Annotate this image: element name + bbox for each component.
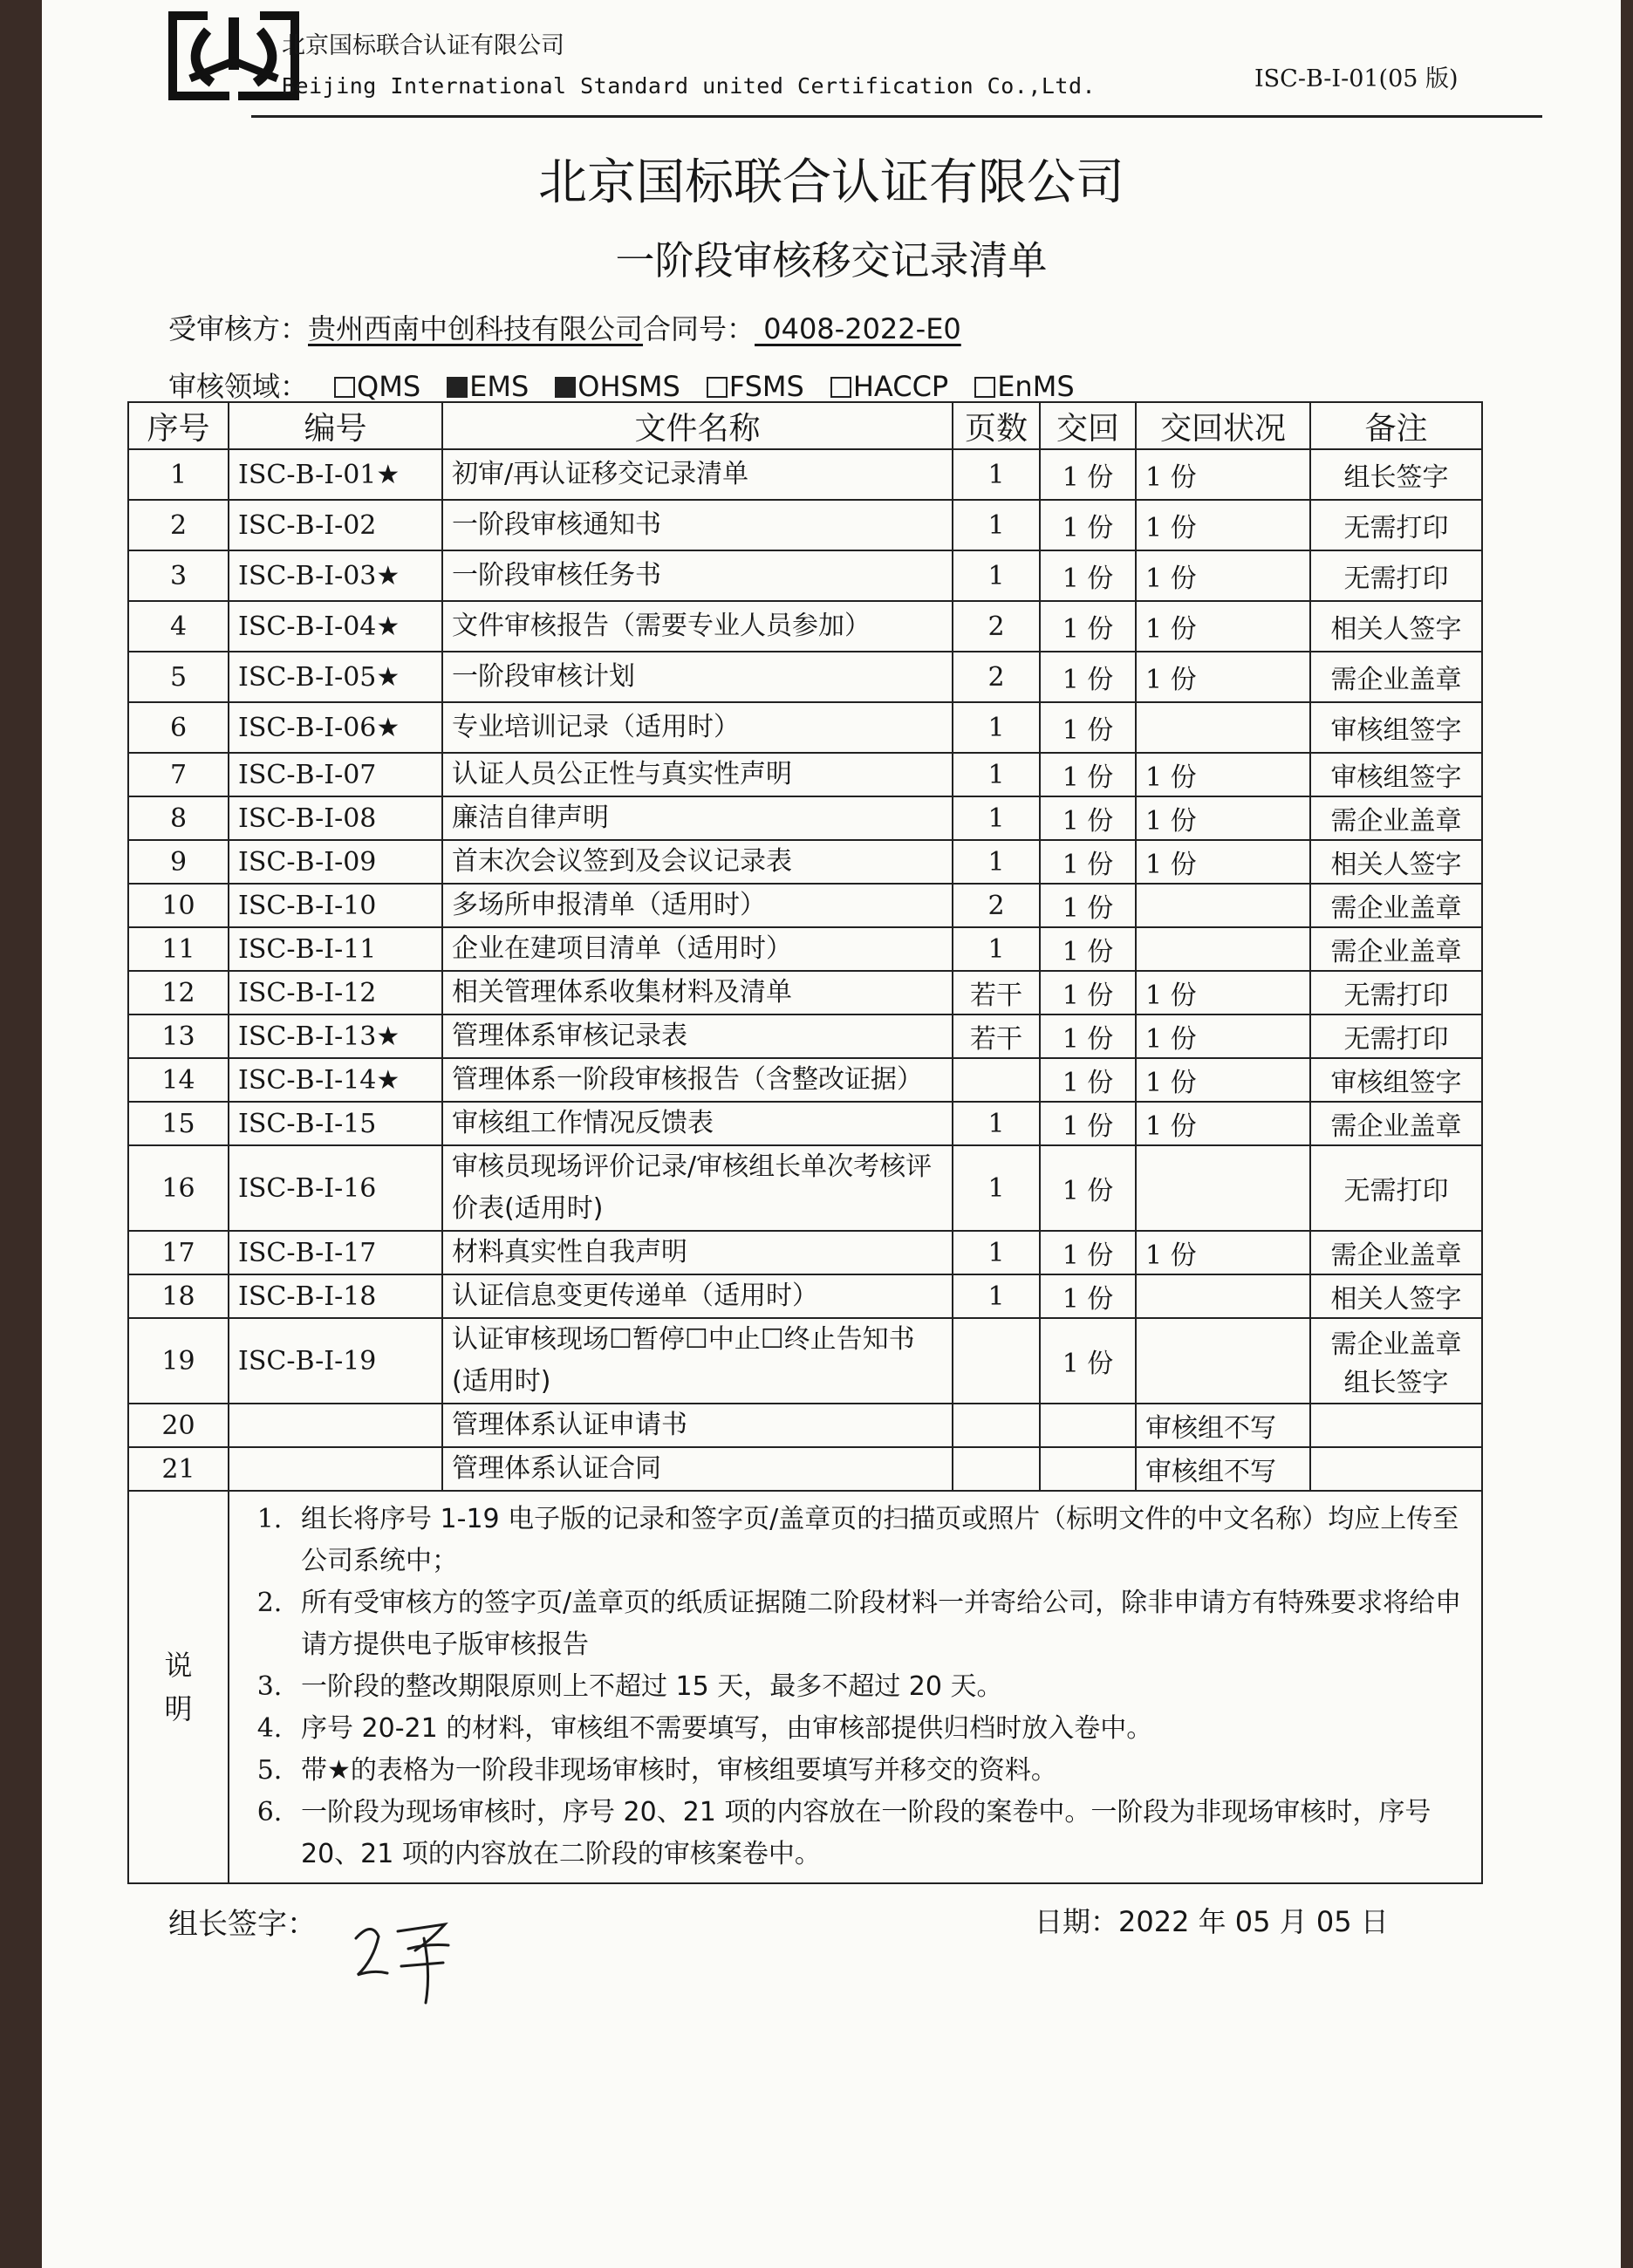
table-row xyxy=(128,796,1482,840)
row-no-cell: 1 xyxy=(128,449,229,500)
audit-domain-haccp xyxy=(830,370,948,403)
row-code-cell: ISC-B-I-15 xyxy=(229,1102,442,1145)
row-returned-cell: 1 份 xyxy=(1040,1058,1136,1102)
document-subtitle: 一阶段审核移交记录清单 xyxy=(615,237,1048,284)
row-file-name-cell: 审核组工作情况反馈表 xyxy=(442,1102,953,1145)
audit-domain-list xyxy=(308,370,1075,403)
row-status-cell: 1 份 xyxy=(1136,500,1310,550)
row-pages-cell: 1 xyxy=(953,1274,1040,1318)
row-remark-cell: 无需打印 xyxy=(1310,500,1482,550)
audit-domain-label: HACCP xyxy=(852,370,949,403)
row-returned-cell: 1 份 xyxy=(1040,702,1136,753)
row-remark-cell: 无需打印 xyxy=(1310,971,1482,1014)
row-status-cell xyxy=(1136,927,1310,971)
row-file-name-cell: 一阶段审核任务书 xyxy=(442,550,953,601)
row-code-cell: ISC-B-I-18 xyxy=(229,1274,442,1318)
row-status-cell: 审核组不写 xyxy=(1136,1404,1310,1447)
row-status-cell: 1 份 xyxy=(1136,1102,1310,1145)
auditee-label: 受审核方： xyxy=(168,312,309,345)
row-file-name-cell: 一阶段审核通知书 xyxy=(442,500,953,550)
row-no-cell: 18 xyxy=(128,1274,229,1318)
notes-label xyxy=(128,1491,229,1883)
note-number: 3. xyxy=(256,1671,283,1702)
row-returned-cell: 1 份 xyxy=(1040,601,1136,652)
table-row xyxy=(128,449,1482,500)
row-code-cell: ISC-B-I-07 xyxy=(229,753,442,796)
table-row xyxy=(128,753,1482,796)
row-no-cell: 4 xyxy=(128,601,229,652)
row-code-cell: ISC-B-I-09 xyxy=(229,840,442,884)
row-returned-cell: 1 份 xyxy=(1040,652,1136,702)
note-number: 1. xyxy=(256,1504,283,1534)
row-status-cell: 1 份 xyxy=(1136,1058,1310,1102)
notes-cell xyxy=(229,1491,1482,1883)
audit-domain-ems xyxy=(447,370,529,403)
row-returned-cell: 1 份 xyxy=(1040,1014,1136,1058)
row-remark-cell: 需企业盖章 xyxy=(1310,927,1482,971)
table-row xyxy=(128,1274,1482,1318)
transfer-record-table xyxy=(127,401,1483,1884)
audit-domains-line xyxy=(168,365,1075,405)
note-text: 所有受审核方的签字页/盖章页的纸质证据随二阶段材料一并寄给公司，除非申请方有特殊要求将给申请方提供电子版审核报告 xyxy=(301,1588,1462,1660)
row-remark-cell: 需企业盖章 xyxy=(1310,652,1482,702)
row-code-cell: ISC-B-I-04★ xyxy=(229,601,442,652)
row-file-name-cell: 管理体系认证合同 xyxy=(442,1447,953,1491)
row-pages-cell: 1 xyxy=(953,1145,1040,1231)
row-code-cell: ISC-B-I-02 xyxy=(229,500,442,550)
table-row xyxy=(128,550,1482,601)
row-no-cell: 21 xyxy=(128,1447,229,1491)
note-number: 4. xyxy=(256,1713,283,1744)
note-text: 组长将序号 1-19 电子版的记录和签字页/盖章页的扫描页或照片（标明文件的中文名称）均应上传至公司系统中； xyxy=(301,1504,1459,1576)
row-no-cell: 13 xyxy=(128,1014,229,1058)
note-number: 6. xyxy=(256,1797,283,1827)
row-remark-cell: 需企业盖章 xyxy=(1310,1231,1482,1274)
table-row xyxy=(128,1231,1482,1274)
row-status-cell: 1 份 xyxy=(1136,971,1310,1014)
row-file-name-cell: 文件审核报告（需要专业人员参加） xyxy=(442,601,953,652)
audit-domain-label: EnMS xyxy=(997,370,1075,403)
checkbox-icon xyxy=(830,377,851,398)
note-text: 带★的表格为一阶段非现场审核时，审核组要填写并移交的资料。 xyxy=(301,1755,1057,1786)
table-row xyxy=(128,971,1482,1014)
audit-domain-label: OHSMS xyxy=(577,370,680,403)
row-no-cell: 17 xyxy=(128,1231,229,1274)
audit-domain-label: FSMS xyxy=(728,370,804,403)
notes-list xyxy=(238,1492,1472,1882)
table-row xyxy=(128,1318,1482,1404)
row-remark-cell: 需企业盖章 xyxy=(1310,884,1482,927)
company-name-en: Beijing International Standard united Certification Co.,Ltd. xyxy=(282,73,1097,99)
row-status-cell: 审核组不写 xyxy=(1136,1447,1310,1491)
header-code: 编号 xyxy=(229,402,442,449)
row-file-name-cell: 认证信息变更传递单（适用时） xyxy=(442,1274,953,1318)
row-pages-cell: 1 xyxy=(953,1231,1040,1274)
checkbox-icon xyxy=(555,377,576,398)
row-code-cell: ISC-B-I-14★ xyxy=(229,1058,442,1102)
row-status-cell: 1 份 xyxy=(1136,1014,1310,1058)
row-status-cell: 1 份 xyxy=(1136,1231,1310,1274)
row-pages-cell: 1 xyxy=(953,753,1040,796)
table-row xyxy=(128,1404,1482,1447)
row-code-cell: ISC-B-I-10 xyxy=(229,884,442,927)
table-row xyxy=(128,500,1482,550)
notes-label-text: 说明 xyxy=(164,1649,193,1725)
row-pages-cell: 1 xyxy=(953,500,1040,550)
contract-value: 0408-2022-E0 xyxy=(755,312,961,345)
row-returned-cell: 1 份 xyxy=(1040,1145,1136,1231)
row-pages-cell: 1 xyxy=(953,840,1040,884)
row-pages-cell xyxy=(953,1447,1040,1491)
table-row xyxy=(128,702,1482,753)
row-no-cell: 19 xyxy=(128,1318,229,1404)
row-pages-cell: 1 xyxy=(953,449,1040,500)
header-return-status: 交回状况 xyxy=(1136,402,1310,449)
row-remark-cell: 无需打印 xyxy=(1310,550,1482,601)
handwritten-signature xyxy=(347,1912,469,2008)
audit-domain-qms xyxy=(334,370,420,403)
row-returned-cell xyxy=(1040,1447,1136,1491)
row-file-name-cell: 审核员现场评价记录/审核组长单次考核评价表(适用时) xyxy=(442,1145,953,1231)
audit-domain-fsms xyxy=(707,370,804,403)
row-returned-cell xyxy=(1040,1404,1136,1447)
row-code-cell: ISC-B-I-12 xyxy=(229,971,442,1014)
audit-domain-label: EMS xyxy=(469,370,530,403)
audit-domain-enms xyxy=(974,370,1074,403)
table-header-row xyxy=(128,402,1482,449)
row-code-cell: ISC-B-I-01★ xyxy=(229,449,442,500)
auditee-line xyxy=(168,307,961,347)
row-returned-cell: 1 份 xyxy=(1040,1318,1136,1404)
header-pages: 页数 xyxy=(953,402,1040,449)
row-remark-cell: 相关人签字 xyxy=(1310,1274,1482,1318)
table-row xyxy=(128,927,1482,971)
note-item xyxy=(238,1708,1464,1750)
row-no-cell: 15 xyxy=(128,1102,229,1145)
row-file-name-cell: 管理体系一阶段审核报告（含整改证据） xyxy=(442,1058,953,1102)
header-file-name: 文件名称 xyxy=(442,402,953,449)
row-returned-cell: 1 份 xyxy=(1040,796,1136,840)
note-text: 序号 20-21 的材料，审核组不需要填写，由审核部提供归档时放入卷中。 xyxy=(301,1713,1153,1744)
table-row xyxy=(128,840,1482,884)
row-remark-cell xyxy=(1310,1404,1482,1447)
row-remark-cell: 相关人签字 xyxy=(1310,840,1482,884)
row-remark-cell: 审核组签字 xyxy=(1310,753,1482,796)
row-status-cell: 1 份 xyxy=(1136,840,1310,884)
audit-domains-label: 审核领域： xyxy=(168,370,309,403)
row-file-name-cell: 首末次会议签到及会议记录表 xyxy=(442,840,953,884)
auditee-value: 贵州西南中创科技有限公司 xyxy=(308,312,644,345)
table-row xyxy=(128,1447,1482,1491)
note-item xyxy=(238,1792,1464,1875)
row-pages-cell: 1 xyxy=(953,1102,1040,1145)
row-no-cell: 16 xyxy=(128,1145,229,1231)
row-status-cell: 1 份 xyxy=(1136,652,1310,702)
row-pages-cell: 若干 xyxy=(953,1014,1040,1058)
row-no-cell: 8 xyxy=(128,796,229,840)
row-no-cell: 3 xyxy=(128,550,229,601)
row-pages-cell: 1 xyxy=(953,796,1040,840)
row-remark-cell: 需企业盖章 组长签字 xyxy=(1310,1318,1482,1404)
row-file-name-cell: 多场所申报清单（适用时） xyxy=(442,884,953,927)
row-remark-cell: 审核组签字 xyxy=(1310,1058,1482,1102)
row-code-cell xyxy=(229,1447,442,1491)
row-file-name-cell: 认证审核现场☐暂停☐中止☐终止告知书(适用时) xyxy=(442,1318,953,1404)
audit-domain-label: QMS xyxy=(357,370,421,403)
table-row xyxy=(128,884,1482,927)
row-file-name-cell: 一阶段审核计划 xyxy=(442,652,953,702)
row-no-cell: 2 xyxy=(128,500,229,550)
row-no-cell: 5 xyxy=(128,652,229,702)
row-status-cell xyxy=(1136,884,1310,927)
table-row xyxy=(128,1014,1482,1058)
row-no-cell: 9 xyxy=(128,840,229,884)
date-label: 日期： xyxy=(1035,1905,1119,1938)
row-file-name-cell: 企业在建项目清单（适用时） xyxy=(442,927,953,971)
row-returned-cell: 1 份 xyxy=(1040,550,1136,601)
row-status-cell: 1 份 xyxy=(1136,601,1310,652)
checkbox-icon xyxy=(707,377,728,398)
row-no-cell: 6 xyxy=(128,702,229,753)
row-remark-cell: 相关人签字 xyxy=(1310,601,1482,652)
row-pages-cell xyxy=(953,1318,1040,1404)
row-pages-cell xyxy=(953,1404,1040,1447)
row-returned-cell: 1 份 xyxy=(1040,1102,1136,1145)
row-code-cell: ISC-B-I-13★ xyxy=(229,1014,442,1058)
row-code-cell: ISC-B-I-11 xyxy=(229,927,442,971)
row-pages-cell: 2 xyxy=(953,884,1040,927)
row-code-cell xyxy=(229,1404,442,1447)
row-no-cell: 11 xyxy=(128,927,229,971)
leader-signature-label: 组长签字： xyxy=(168,1907,317,1942)
notes-row xyxy=(128,1491,1482,1883)
row-returned-cell: 1 份 xyxy=(1040,1274,1136,1318)
note-number: 2. xyxy=(256,1588,283,1618)
row-returned-cell: 1 份 xyxy=(1040,449,1136,500)
table-row xyxy=(128,601,1482,652)
row-status-cell: 1 份 xyxy=(1136,449,1310,500)
header-divider xyxy=(251,115,1542,118)
row-code-cell: ISC-B-I-17 xyxy=(229,1231,442,1274)
note-text: 一阶段为现场审核时，序号 20、21 项的内容放在一阶段的案卷中。一阶段为非现场审核时，序号 20、21 项的内容放在二阶段的审核案卷中。 xyxy=(301,1797,1431,1869)
table-row xyxy=(128,1145,1482,1231)
row-file-name-cell: 认证人员公正性与真实性声明 xyxy=(442,753,953,796)
row-code-cell: ISC-B-I-03★ xyxy=(229,550,442,601)
document-title: 北京国标联合认证有限公司 xyxy=(538,154,1124,211)
contract-label: 合同号： xyxy=(643,312,755,345)
company-name-cn: 北京国标联合认证有限公司 xyxy=(282,32,564,59)
row-pages-cell: 1 xyxy=(953,550,1040,601)
row-file-name-cell: 廉洁自律声明 xyxy=(442,796,953,840)
row-status-cell xyxy=(1136,702,1310,753)
row-file-name-cell: 专业培训记录（适用时） xyxy=(442,702,953,753)
row-remark-cell xyxy=(1310,1447,1482,1491)
row-pages-cell: 1 xyxy=(953,702,1040,753)
row-code-cell: ISC-B-I-06★ xyxy=(229,702,442,753)
header-remark: 备注 xyxy=(1310,402,1482,449)
row-pages-cell: 2 xyxy=(953,601,1040,652)
note-item xyxy=(238,1582,1464,1666)
note-item xyxy=(238,1499,1464,1582)
row-code-cell: ISC-B-I-19 xyxy=(229,1318,442,1404)
audit-domain-ohsms xyxy=(555,370,680,403)
row-returned-cell: 1 份 xyxy=(1040,840,1136,884)
row-no-cell: 10 xyxy=(128,884,229,927)
row-status-cell: 1 份 xyxy=(1136,796,1310,840)
row-no-cell: 12 xyxy=(128,971,229,1014)
table-row xyxy=(128,1102,1482,1145)
row-status-cell: 1 份 xyxy=(1136,753,1310,796)
row-returned-cell: 1 份 xyxy=(1040,971,1136,1014)
row-pages-cell: 若干 xyxy=(953,971,1040,1014)
table-row xyxy=(128,652,1482,702)
date-value: 2022 年 05 月 05 日 xyxy=(1118,1905,1389,1938)
note-number: 5. xyxy=(256,1755,283,1786)
row-returned-cell: 1 份 xyxy=(1040,753,1136,796)
header-returned: 交回 xyxy=(1040,402,1136,449)
row-file-name-cell: 材料真实性自我声明 xyxy=(442,1231,953,1274)
note-item xyxy=(238,1750,1464,1792)
checkbox-icon xyxy=(974,377,995,398)
note-item xyxy=(238,1666,1464,1708)
row-no-cell: 14 xyxy=(128,1058,229,1102)
row-status-cell xyxy=(1136,1318,1310,1404)
row-status-cell: 1 份 xyxy=(1136,550,1310,601)
row-file-name-cell: 相关管理体系收集材料及清单 xyxy=(442,971,953,1014)
document-code: ISC-B-I-01(05 版) xyxy=(1254,65,1459,92)
row-code-cell: ISC-B-I-08 xyxy=(229,796,442,840)
row-returned-cell: 1 份 xyxy=(1040,1231,1136,1274)
row-status-cell xyxy=(1136,1274,1310,1318)
row-pages-cell xyxy=(953,1058,1040,1102)
row-code-cell: ISC-B-I-16 xyxy=(229,1145,442,1231)
document-page xyxy=(42,0,1621,2268)
row-pages-cell: 2 xyxy=(953,652,1040,702)
row-file-name-cell: 管理体系审核记录表 xyxy=(442,1014,953,1058)
row-file-name-cell: 初审/再认证移交记录清单 xyxy=(442,449,953,500)
date-line xyxy=(1035,1900,1389,1940)
row-remark-cell: 组长签字 xyxy=(1310,449,1482,500)
row-pages-cell: 1 xyxy=(953,927,1040,971)
row-file-name-cell: 管理体系认证申请书 xyxy=(442,1404,953,1447)
row-remark-cell: 审核组签字 xyxy=(1310,702,1482,753)
table-row xyxy=(128,1058,1482,1102)
row-no-cell: 7 xyxy=(128,753,229,796)
row-returned-cell: 1 份 xyxy=(1040,927,1136,971)
header-no: 序号 xyxy=(128,402,229,449)
checkbox-icon xyxy=(447,377,468,398)
row-remark-cell: 需企业盖章 xyxy=(1310,796,1482,840)
row-remark-cell: 需企业盖章 xyxy=(1310,1102,1482,1145)
row-status-cell xyxy=(1136,1145,1310,1231)
checkbox-icon xyxy=(334,377,355,398)
row-code-cell: ISC-B-I-05★ xyxy=(229,652,442,702)
row-returned-cell: 1 份 xyxy=(1040,500,1136,550)
row-remark-cell: 无需打印 xyxy=(1310,1145,1482,1231)
row-no-cell: 20 xyxy=(128,1404,229,1447)
note-text: 一阶段的整改期限原则上不超过 15 天，最多不超过 20 天。 xyxy=(301,1671,1003,1702)
row-remark-cell: 无需打印 xyxy=(1310,1014,1482,1058)
row-returned-cell: 1 份 xyxy=(1040,884,1136,927)
